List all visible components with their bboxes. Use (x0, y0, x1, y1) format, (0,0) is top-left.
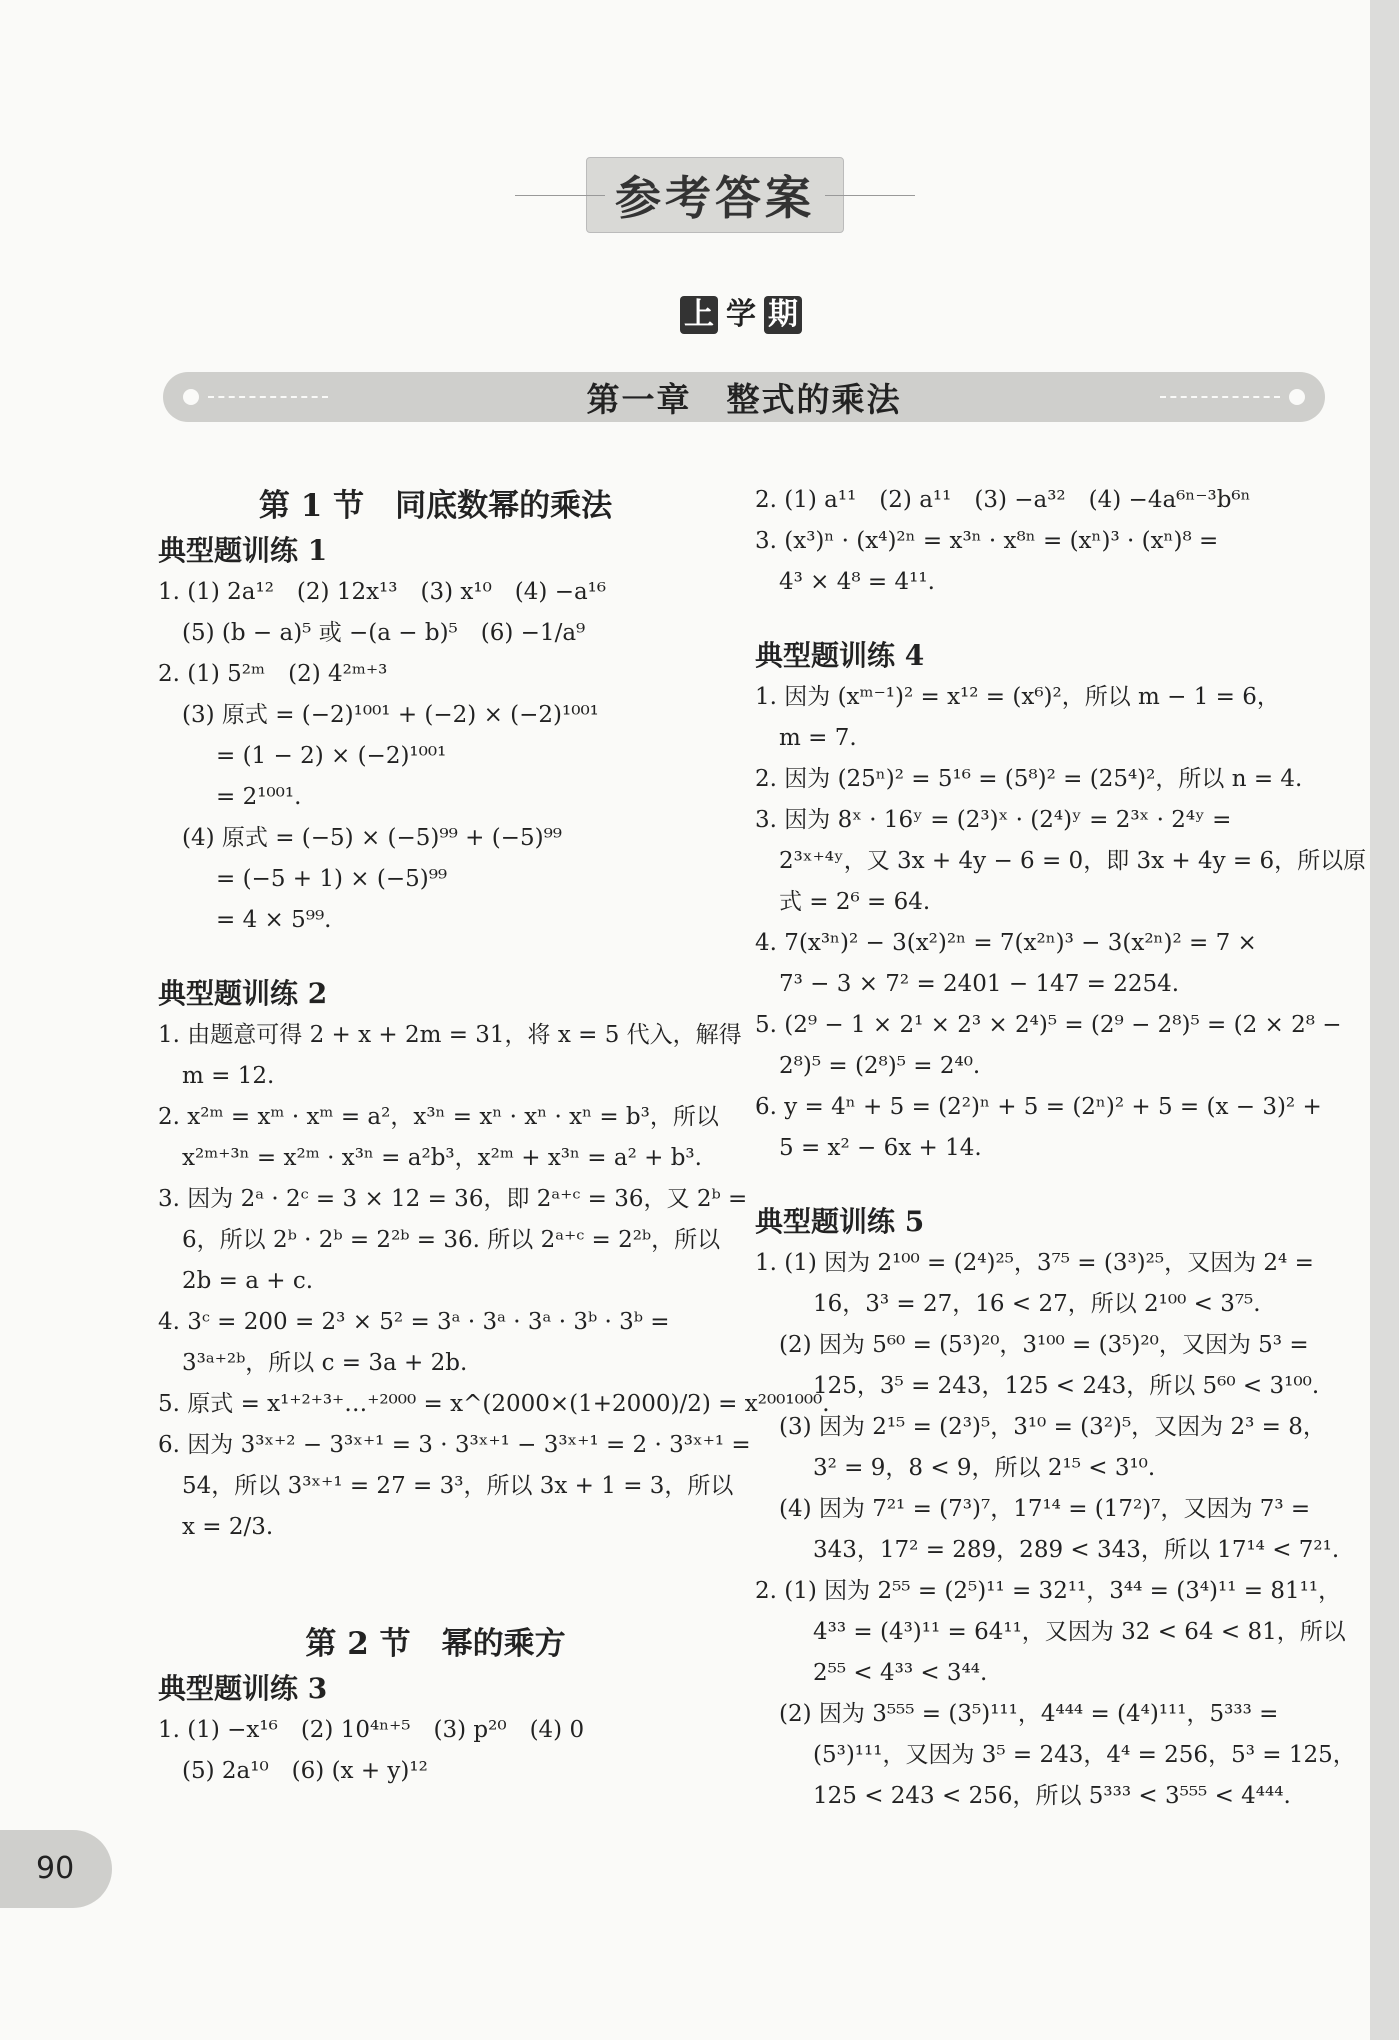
answer-line: 2⁸)⁵ = (2⁸)⁵ = 2⁴⁰. (779, 1053, 981, 1079)
answer-line: (2) 因为 3⁵⁵⁵ = (3⁵)¹¹¹，4⁴⁴⁴ = (4⁴)¹¹¹，5³³³ = (779, 1701, 1279, 1727)
answer-line: x²ᵐ⁺³ⁿ = x²ᵐ · x³ⁿ = a²b³，x²ᵐ + x³ⁿ = a² + b³. (182, 1145, 702, 1171)
answer-line: 2. (1) a¹¹ (2) a¹¹ (3) −a³² (4) −4a⁶ⁿ⁻³b⁶ⁿ (755, 487, 1251, 513)
answer-line: 125，3⁵ = 243，125 < 243，所以 5⁶⁰ < 3¹⁰⁰. (813, 1373, 1320, 1399)
answer-line: 125 < 243 < 256，所以 5³³³ < 3⁵⁵⁵ < 4⁴⁴⁴. (813, 1783, 1291, 1809)
answer-line: (4) 因为 7²¹ = (7³)⁷，17¹⁴ = (17²)⁷，又因为 7³ = (779, 1496, 1311, 1522)
answer-line: 5. 原式 = x¹⁺²⁺³⁺…⁺²⁰⁰⁰ = x^(2000×(1+2000)/2) = x²⁰⁰¹⁰⁰⁰. (158, 1391, 830, 1417)
answer-line: 2³ˣ⁺⁴ʸ，又 3x + 4y − 6 = 0，即 3x + 4y = 6，所以原 (779, 848, 1367, 874)
chapter-title: 第一章 整式的乘法 (586, 379, 902, 419)
answer-line: (2) 因为 5⁶⁰ = (5³)²⁰，3¹⁰⁰ = (3⁵)²⁰，又因为 5³ = (779, 1332, 1309, 1358)
answer-line: 1. 因为 (xᵐ⁻¹)² = x¹² = (x⁶)²，所以 m − 1 = 6， (755, 684, 1280, 710)
exercise-heading: 典型题训练 4 (755, 639, 925, 672)
spacer (158, 1548, 713, 1618)
decor-dash (1160, 396, 1280, 398)
spacer (755, 603, 1315, 635)
answer-line: 6，所以 2ᵇ · 2ᵇ = 2²ᵇ = 36. 所以 2ᵃ⁺ᶜ = 2²ᵇ，所以 (182, 1227, 721, 1253)
answer-line: 式 = 2⁶ = 64. (779, 889, 931, 915)
section-title: 第 2 节 幂的乘方 (305, 1626, 566, 1662)
exercise-heading: 典型题训练 2 (158, 977, 328, 1010)
exercise-heading: 典型题训练 5 (755, 1205, 925, 1238)
answer-line: 2. (1) 5²ᵐ (2) 4²ᵐ⁺³ (158, 661, 388, 687)
answer-line: 6. 因为 3³ˣ⁺² − 3³ˣ⁺¹ = 3 · 3³ˣ⁺¹ − 3³ˣ⁺¹ = 2 · 3³ˣ⁺¹ = (158, 1432, 751, 1458)
answer-line: 2⁵⁵ < 4³³ < 3⁴⁴. (813, 1660, 988, 1686)
answer-line: 2b = a + c. (182, 1268, 314, 1294)
title-rule-right (825, 195, 915, 196)
answer-line: = (−5 + 1) × (−5)⁹⁹ (216, 866, 448, 892)
answer-line: x = 2/3. (182, 1514, 274, 1540)
semester-label (680, 296, 802, 334)
answer-line: 3. 因为 2ᵃ · 2ᶜ = 3 × 12 = 36，即 2ᵃ⁺ᶜ = 36，又 2ᵇ = (158, 1186, 748, 1212)
answer-line: 4. 7(x³ⁿ)² − 3(x²)²ⁿ = 7(x²ⁿ)³ − 3(x²ⁿ)² = 7 × (755, 930, 1257, 956)
answer-line: (5) (b − a)⁵ 或 −(a − b)⁵ (6) −1/a⁹ (182, 620, 586, 646)
semester-char: 期 (764, 296, 802, 334)
answer-line: m = 12. (182, 1063, 275, 1089)
answer-line: 1. (1) −x¹⁶ (2) 10⁴ⁿ⁺⁵ (3) p²⁰ (4) 0 (158, 1717, 585, 1743)
decor-dot (1289, 389, 1305, 405)
section-title: 第 1 节 同底数幂的乘法 (258, 488, 613, 524)
right-column (755, 480, 1367, 1817)
answer-line: 2. (1) 因为 2⁵⁵ = (2⁵)¹¹ = 32¹¹，3⁴⁴ = (3⁴)¹¹ = 81¹¹， (755, 1578, 1342, 1604)
semester-char: 上 (680, 296, 718, 334)
answer-line: (3) 因为 2¹⁵ = (2³)⁵，3¹⁰ = (3²)⁵，又因为 2³ = 8， (779, 1414, 1326, 1440)
title-banner (515, 165, 915, 225)
answer-line: (5³)¹¹¹，又因为 3⁵ = 243，4⁴ = 256，5³ = 125， (813, 1742, 1356, 1768)
answer-line: 4. 3ᶜ = 200 = 2³ × 5² = 3ᵃ · 3ᵃ · 3ᵃ · 3ᵇ · 3ᵇ = (158, 1309, 670, 1335)
page-edge (1370, 0, 1399, 2040)
answer-line: = (1 − 2) × (−2)¹⁰⁰¹ (216, 743, 447, 769)
answer-line: 6. y = 4ⁿ + 5 = (2²)ⁿ + 5 = (2ⁿ)² + 5 = (x − 3)² + (755, 1094, 1322, 1120)
answer-line: 54，所以 3³ˣ⁺¹ = 27 = 3³，所以 3x + 1 = 3，所以 (182, 1473, 734, 1499)
answer-line: 16，3³ = 27，16 < 27，所以 2¹⁰⁰ < 3⁷⁵. (813, 1291, 1261, 1317)
answer-line: 2. x²ᵐ = xᵐ · xᵐ = a²，x³ⁿ = xⁿ · xⁿ · xⁿ = b³，所以 (158, 1104, 719, 1130)
answer-line: 3. 因为 8ˣ · 16ʸ = (2³)ˣ · (2⁴)ʸ = 2³ˣ · 2⁴ʸ = (755, 807, 1232, 833)
spacer (158, 941, 713, 973)
answer-line: 3³ᵃ⁺²ᵇ，所以 c = 3a + 2b. (182, 1350, 468, 1376)
answer-line: 5. (2⁹ − 1 × 2¹ × 2³ × 2⁴)⁵ = (2⁹ − 2⁸)⁵ = (2 × 2⁸ − (755, 1012, 1342, 1038)
answer-line: 3² = 9，8 < 9，所以 2¹⁵ < 3¹⁰. (813, 1455, 1156, 1481)
answer-line: 2. 因为 (25ⁿ)² = 5¹⁶ = (5⁸)² = (25⁴)²，所以 n = 4. (755, 766, 1303, 792)
page-number: 90 (0, 1830, 112, 1908)
answer-line: m = 7. (779, 725, 857, 751)
decor-dash (208, 396, 328, 398)
answer-line: 5 = x² − 6x + 14. (779, 1135, 982, 1161)
answer-line: 4³³ = (4³)¹¹ = 64¹¹，又因为 32 < 64 < 81，所以 (813, 1619, 1346, 1645)
answer-line: 4³ × 4⁸ = 4¹¹. (779, 569, 935, 595)
answer-line: = 2¹⁰⁰¹. (216, 784, 302, 810)
answer-line: 1. 由题意可得 2 + x + 2m = 31，将 x = 5 代入，解得 (158, 1022, 742, 1048)
spacer (755, 1169, 1315, 1201)
semester-char: 学 (722, 296, 760, 334)
answer-line: 3. (x³)ⁿ · (x⁴)²ⁿ = x³ⁿ · x⁸ⁿ = (xⁿ)³ · (xⁿ)⁸ = (755, 528, 1219, 554)
answer-line: (5) 2a¹⁰ (6) (x + y)¹² (182, 1758, 428, 1784)
answer-line: (4) 原式 = (−5) × (−5)⁹⁹ + (−5)⁹⁹ (182, 825, 563, 851)
answer-line: 1. (1) 因为 2¹⁰⁰ = (2⁴)²⁵，3⁷⁵ = (3³)²⁵，又因为 2⁴ = (755, 1250, 1314, 1276)
answer-line: 1. (1) 2a¹² (2) 12x¹³ (3) x¹⁰ (4) −a¹⁶ (158, 579, 607, 605)
decor-dot (183, 389, 199, 405)
answer-line: = 4 × 5⁹⁹. (216, 907, 332, 933)
answer-line: 7³ − 3 × 7² = 2401 − 147 = 2254. (779, 971, 1180, 997)
exercise-heading: 典型题训练 3 (158, 1672, 328, 1705)
answer-line: 343，17² = 289，289 < 343，所以 17¹⁴ < 7²¹. (813, 1537, 1340, 1563)
exercise-heading: 典型题训练 1 (158, 534, 328, 567)
chapter-banner (163, 372, 1325, 422)
answer-line: (3) 原式 = (−2)¹⁰⁰¹ + (−2) × (−2)¹⁰⁰¹ (182, 702, 599, 728)
page-title: 参考答案 (586, 157, 844, 233)
title-rule-left (515, 195, 605, 196)
